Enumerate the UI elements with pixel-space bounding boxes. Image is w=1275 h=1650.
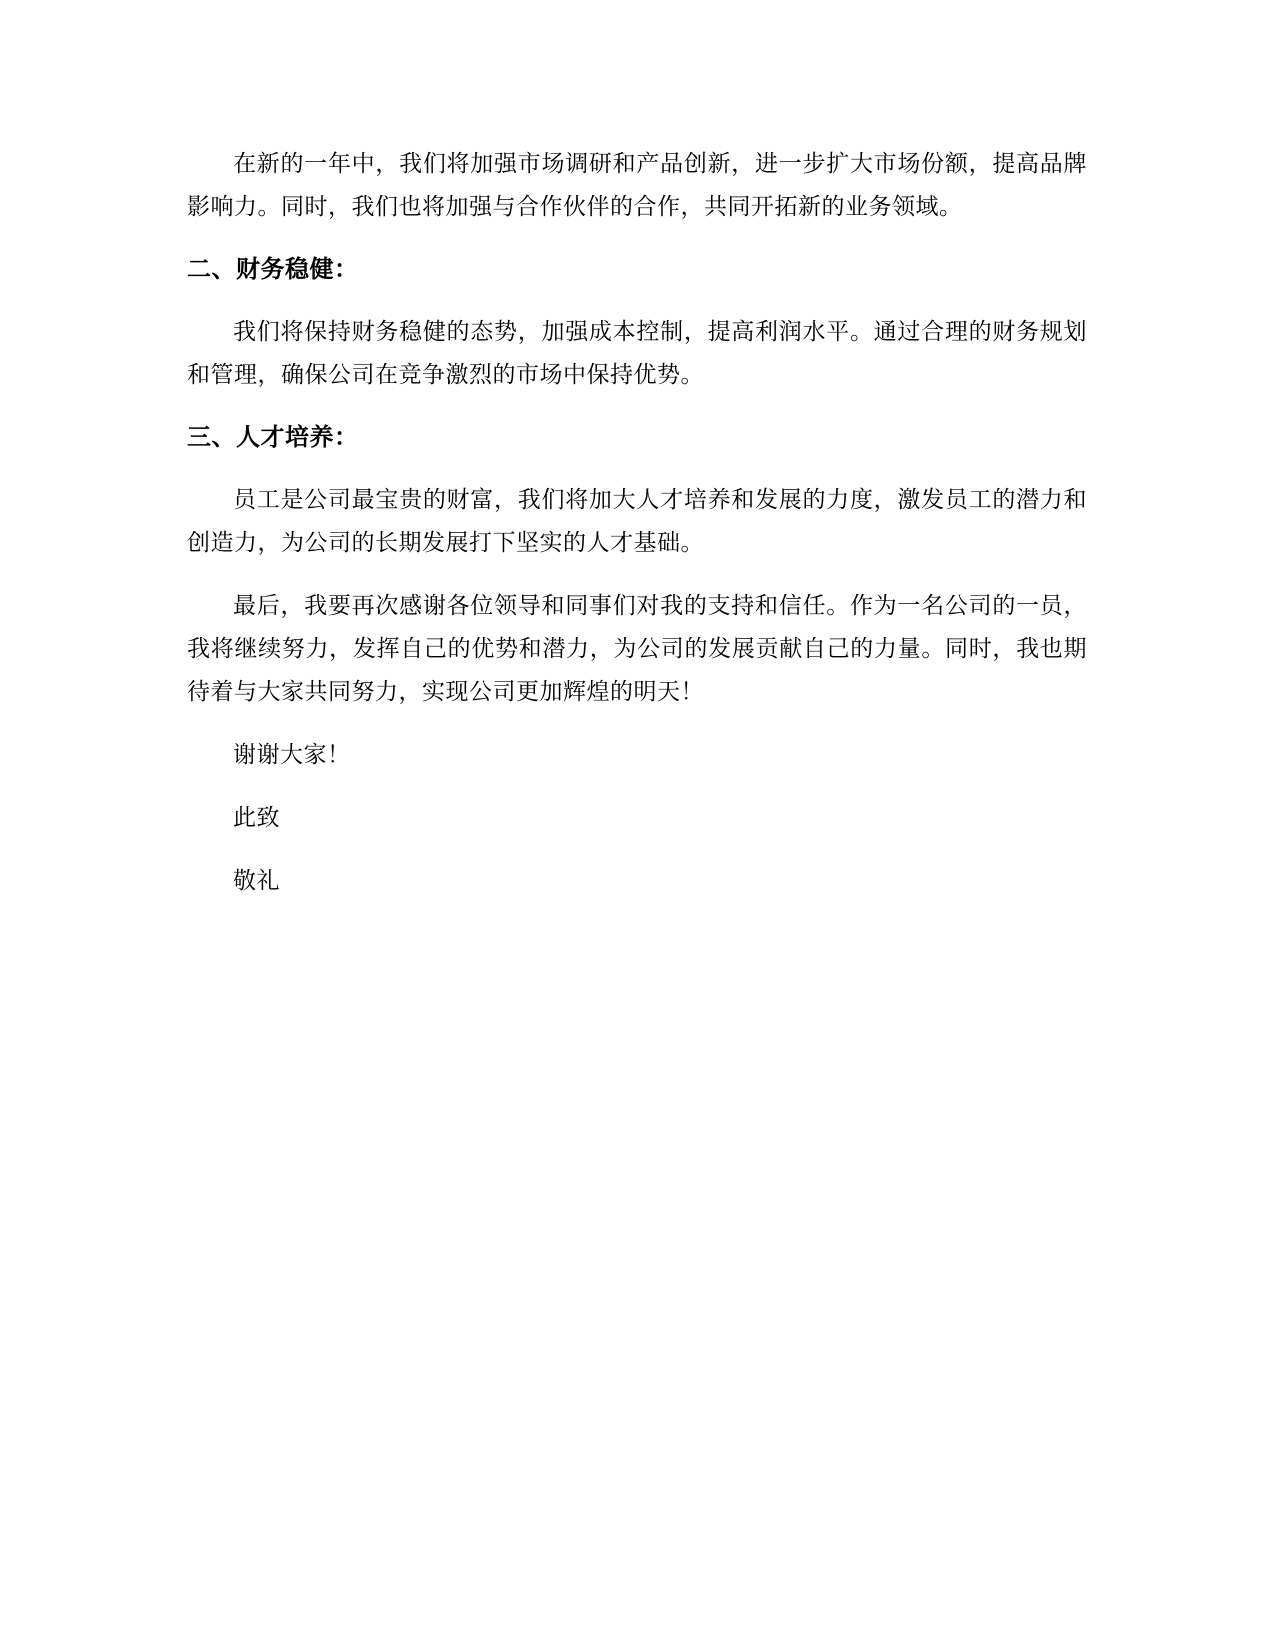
paragraph-intro: 在新的一年中，我们将加强市场调研和产品创新，进一步扩大市场份额，提高品牌影响力。同时，我们也将加强与合作伙伴的合作，共同开拓新的业务领域。 <box>187 151 1087 220</box>
paragraph-finance: 我们将保持财务稳健的态势，加强成本控制，提高利润水平。通过合理的财务规划和管理，确保公司在竞争激烈的市场中保持优势。 <box>187 319 1087 388</box>
document-body <box>187 143 1087 923</box>
closing-salutation-2: 敬礼 <box>233 868 280 894</box>
paragraph-talent: 员工是公司最宝贵的财富，我们将加大人才培养和发展的力度，激发员工的潜力和创造力，为公司的长期发展打下坚实的人才基础。 <box>187 487 1087 556</box>
heading-finance: 二、财务稳健： <box>187 255 359 283</box>
heading-talent: 三、人才培养： <box>187 423 359 451</box>
paragraph-thanks: 最后，我要再次感谢各位领导和同事们对我的支持和信任。作为一名公司的一员，我将继续努力，发挥自己的优势和潜力，为公司的发展贡献自己的力量。同时，我也期待着与大家共同努力，实现公司更加辉煌的明天！ <box>187 593 1087 705</box>
closing-thanks: 谢谢大家！ <box>233 742 351 768</box>
closing-salutation-1: 此致 <box>233 805 280 831</box>
